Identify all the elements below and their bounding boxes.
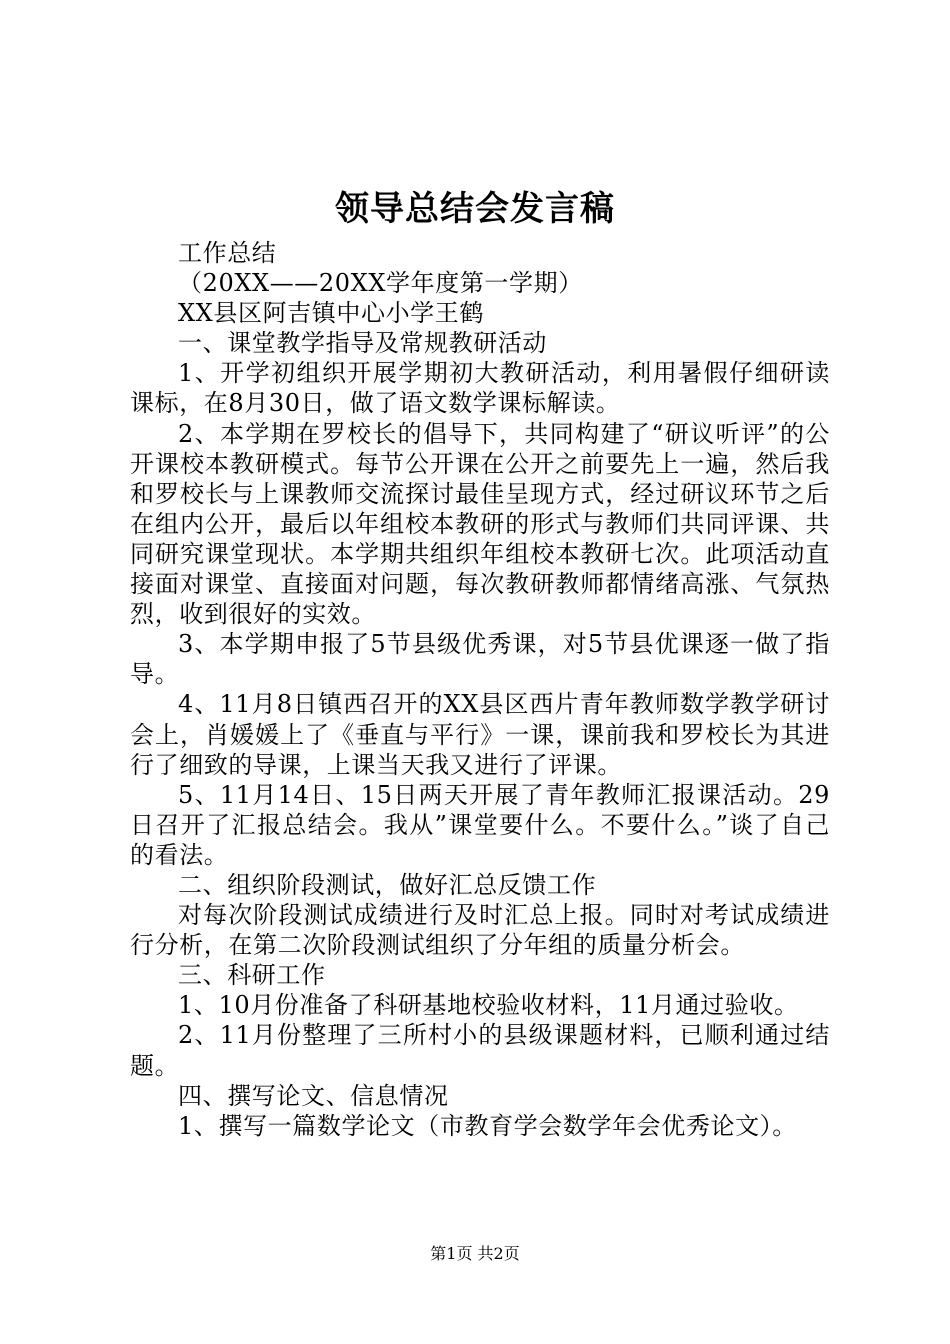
section-heading-1: 一、课堂教学指导及常规教研活动 bbox=[178, 329, 547, 358]
paragraph-school-term: （20XX——20XX学年度第一学期） bbox=[178, 269, 583, 298]
paragraph-item: 4、11月8日镇西召开的XX县区西片青年教师数学教学研讨会上，肖媛媛上了《垂直与平行》一课，课前我和罗校长为其进行了细致的导课，上课当天我又进行了评课。 bbox=[130, 690, 830, 779]
document-body bbox=[130, 238, 830, 1141]
paragraph-item: 2、本学期在罗校长的倡导下，共同构建了“研议听评”的公开课校本教研模式。每节公开课在公开之前要先上一遍，然后我和罗校长与上课教师交流探讨最佳呈现方式，经过研议环节之后在组内公开，最后以年组校本教研的形式与教师们共同评课、共同研究课堂现状。本学期共组织年组校本教研七次。此项活动直接面对课堂、直接面对问题，每次教研教师都情绪高涨、气氛热烈，收到很好的实效。 bbox=[130, 419, 830, 629]
paragraph-item: 1、开学初组织开展学期初大教研活动，利用暑假仔细研读课标，在8月30日，做了语文数学课标解读。 bbox=[130, 359, 830, 418]
paragraph-item: 对每次阶段测试成绩进行及时汇总上报。同时对考试成绩进行分析，在第二次阶段测试组织了分年组的质量分析会。 bbox=[130, 901, 830, 960]
paragraph-item: 5、11月14日、15日两天开展了青年教师汇报课活动。29日召开了汇报总结会。我从”课堂要什么。不要什么。”谈了自己的看法。 bbox=[130, 780, 830, 869]
page-number-footer: 第1页 共2页 bbox=[430, 1244, 520, 1263]
section-heading-2: 二、组织阶段测试，做好汇总反馈工作 bbox=[178, 870, 597, 899]
paragraph-item: 2、11月份整理了三所村小的县级课题材料，已顺利通过结题。 bbox=[130, 1021, 830, 1080]
document-title: 领导总结会发言稿 bbox=[335, 189, 615, 229]
paragraph-item: 1、撰写一篇数学论文（市教育学会数学年会优秀论文）。 bbox=[178, 1111, 797, 1140]
paragraph-author: XX县区阿吉镇中心小学王鹤 bbox=[178, 299, 484, 328]
paragraph-item: 1、10月份准备了科研基地校验收材料，11月通过验收。 bbox=[178, 991, 799, 1020]
section-heading-4: 四、撰写论文、信息情况 bbox=[178, 1081, 449, 1110]
paragraph-heading-work-summary: 工作总结 bbox=[178, 239, 277, 267]
section-heading-3: 三、科研工作 bbox=[178, 961, 326, 990]
paragraph-item: 3、本学期申报了5节县级优秀课，对5节县优课逐一做了指导。 bbox=[130, 630, 830, 689]
